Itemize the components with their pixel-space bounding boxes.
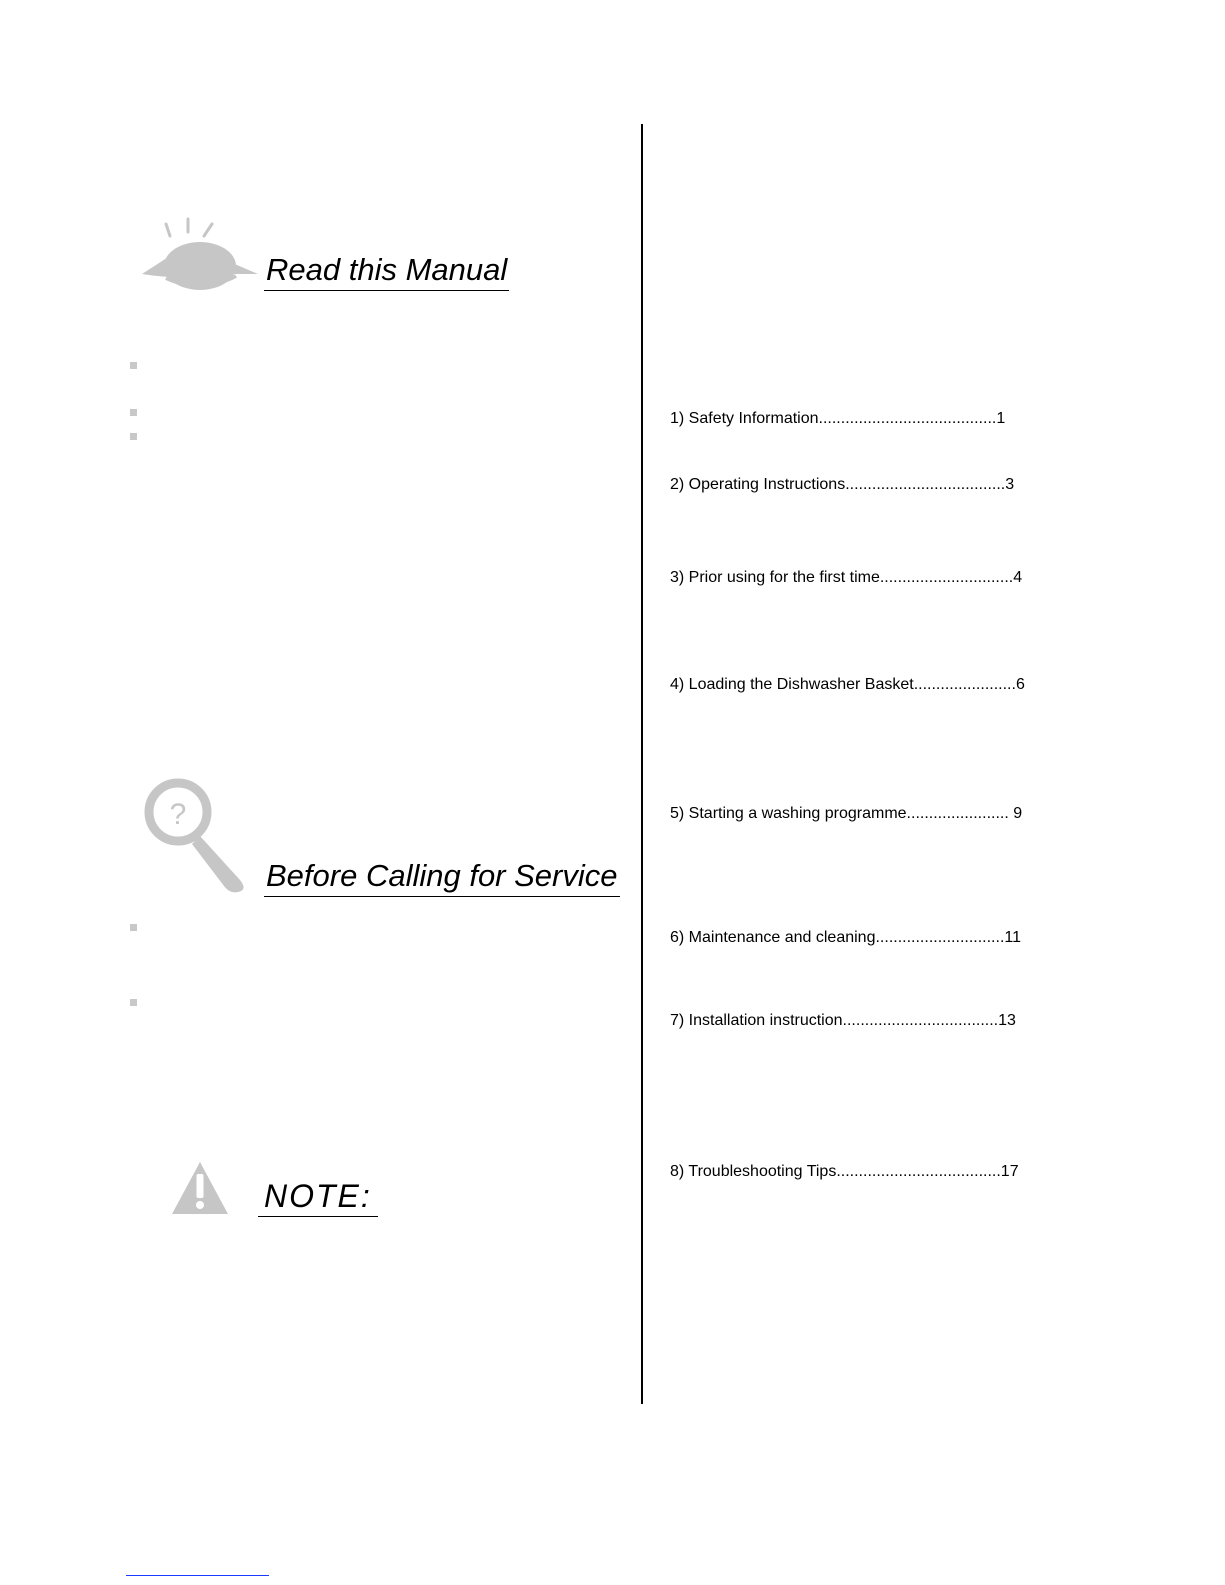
note-heading: NOTE: xyxy=(258,1178,378,1217)
toc-item-safety-information[interactable]: 1) Safety Information........................................1 xyxy=(670,410,1006,427)
magnifier-question-icon xyxy=(144,778,250,896)
toc-item-installation[interactable]: 7) Installation instruction...................................13 xyxy=(670,1012,1016,1029)
warning-triangle-icon xyxy=(170,1160,230,1216)
toc-item-operating-instructions[interactable]: 2) Operating Instructions....................................3 xyxy=(670,476,1015,493)
toc-item-loading-basket[interactable]: 4) Loading the Dishwasher Basket.......................6 xyxy=(670,676,1025,693)
toc-item-maintenance-cleaning[interactable]: 6) Maintenance and cleaning.............................11 xyxy=(670,929,1021,946)
eye-icon xyxy=(140,216,262,292)
column-divider xyxy=(641,124,643,1404)
bullet-marker xyxy=(130,433,137,440)
before-service-heading: Before Calling for Service xyxy=(264,858,620,897)
bullet-marker xyxy=(130,924,137,931)
bullet-marker xyxy=(130,999,137,1006)
bullet-marker xyxy=(130,409,137,416)
svg-text:?: ? xyxy=(169,798,187,831)
toc-item-prior-using[interactable]: 3) Prior using for the first time..............................4 xyxy=(670,569,1023,586)
read-manual-heading: Read this Manual xyxy=(264,252,509,291)
bullet-marker xyxy=(130,362,137,369)
toc-item-troubleshooting[interactable]: 8) Troubleshooting Tips.....................................17 xyxy=(670,1163,1019,1180)
toc-item-starting-programme[interactable]: 5) Starting a washing programme....................... 9 xyxy=(670,805,1023,822)
footer-rule xyxy=(126,1575,269,1576)
